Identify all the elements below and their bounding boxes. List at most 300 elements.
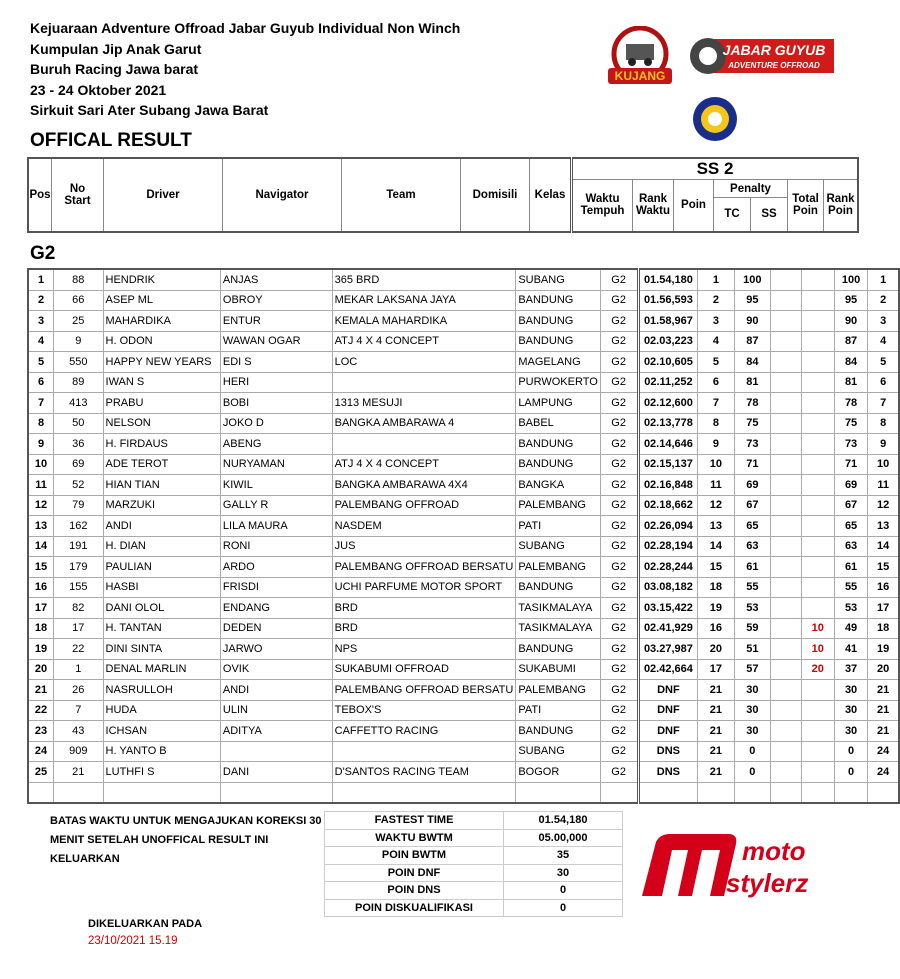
cell-domisili: PALEMBANG [516, 680, 600, 701]
cell-team: LOC [332, 352, 516, 373]
cell-team: NASDEM [332, 516, 516, 537]
cell-start-number: 9 [54, 331, 103, 352]
table-row [28, 413, 899, 434]
cell-domisili: BANDUNG [516, 434, 600, 455]
cell-total-points: 0 [834, 762, 867, 783]
cell-time: 02.11,252 [638, 372, 698, 393]
cell-rank-points: 21 [868, 700, 899, 721]
cell-domisili: BOGOR [516, 762, 600, 783]
cell-navigator: ULIN [220, 700, 332, 721]
summary-table [324, 811, 623, 917]
cell-start-number: 7 [54, 700, 103, 721]
cell-start-number: 79 [54, 495, 103, 516]
cell-team: TEBOX'S [332, 700, 516, 721]
cell-driver: HASBI [103, 577, 220, 598]
summary-label: WAKTU BWTM [325, 829, 504, 847]
cell-points: 69 [734, 475, 771, 496]
table-row [28, 290, 899, 311]
cell-navigator: LILA MAURA [220, 516, 332, 537]
cell-points: 84 [734, 352, 771, 373]
cell-time: DNS [638, 762, 698, 783]
cell-navigator: ANDI [220, 680, 332, 701]
cell-domisili: BANDUNG [516, 331, 600, 352]
summary-value: 0 [504, 882, 623, 900]
summary-value: 35 [504, 847, 623, 865]
cell-domisili: SUBANG [516, 741, 600, 762]
cell-total-points: 63 [834, 536, 867, 557]
cell-penalty-ss [801, 434, 834, 455]
cell-penalty-ss: 10 [801, 639, 834, 660]
cell-rank-points: 21 [868, 721, 899, 742]
cell-team [332, 372, 516, 393]
cell-class: G2 [600, 413, 638, 434]
cell-total-points: 53 [834, 598, 867, 619]
cell-total-points: 0 [834, 741, 867, 762]
cell-rank-points: 24 [868, 741, 899, 762]
cell-navigator: ADITYA [220, 721, 332, 742]
cell-navigator: BOBI [220, 393, 332, 414]
cell-class: G2 [600, 762, 638, 783]
cell-penalty-tc [771, 536, 802, 557]
cell-total-points: 75 [834, 413, 867, 434]
cell-navigator: OBROY [220, 290, 332, 311]
summary-value: 0 [504, 899, 623, 917]
cell-domisili: BANDUNG [516, 639, 600, 660]
cell-driver: ADE TEROT [103, 454, 220, 475]
col-penalty: Penalty [714, 180, 788, 198]
cell-team: BANGKA AMBARAWA 4 [332, 413, 516, 434]
col-poin: Poin [674, 180, 714, 232]
cell-time: 02.10,605 [638, 352, 698, 373]
cell-navigator [220, 741, 332, 762]
cell-rank-time: 14 [698, 536, 734, 557]
cell-points: 0 [734, 762, 771, 783]
cell-time: 02.14,646 [638, 434, 698, 455]
cell-penalty-tc [771, 475, 802, 496]
table-row [28, 269, 899, 290]
cell-class: G2 [600, 618, 638, 639]
cell-time: 02.26,094 [638, 516, 698, 537]
cell-domisili: PURWOKERTO [516, 372, 600, 393]
table-row [28, 516, 899, 537]
cell-rank-time: 15 [698, 557, 734, 578]
table-row [28, 659, 899, 680]
table-row [28, 577, 899, 598]
cell-points: 67 [734, 495, 771, 516]
cell-class: G2 [600, 393, 638, 414]
cell-penalty-tc [771, 352, 802, 373]
svg-text:ADVENTURE OFFROAD: ADVENTURE OFFROAD [728, 61, 820, 70]
cell-time: 02.41,929 [638, 618, 698, 639]
cell-domisili: PALEMBANG [516, 557, 600, 578]
cell-driver: PAULIAN [103, 557, 220, 578]
table-row [28, 618, 899, 639]
group-label: G2 [30, 243, 56, 264]
cell-rank-time: 11 [698, 475, 734, 496]
cell-domisili: PALEMBANG [516, 495, 600, 516]
cell-team: D'SANTOS RACING TEAM [332, 762, 516, 783]
table-row [28, 352, 899, 373]
table-row [28, 311, 899, 332]
cell-start-number: 66 [54, 290, 103, 311]
cell-points: 75 [734, 413, 771, 434]
cell-penalty-tc [771, 557, 802, 578]
col-team: Team [342, 158, 461, 232]
summary-value: 01.54,180 [504, 812, 623, 830]
cell-position: 3 [28, 311, 54, 332]
cell-penalty-tc [771, 741, 802, 762]
cell-driver: NASRULLOH [103, 680, 220, 701]
cell-class: G2 [600, 454, 638, 475]
summary-row [325, 882, 623, 900]
cell-penalty-tc [771, 721, 802, 742]
cell-class: G2 [600, 741, 638, 762]
summary-row [325, 864, 623, 882]
cell-driver: DANI OLOL [103, 598, 220, 619]
cell-time: 02.42,664 [638, 659, 698, 680]
cell-class: G2 [600, 659, 638, 680]
cell-total-points: 81 [834, 372, 867, 393]
col-navigator: Navigator [223, 158, 342, 232]
col-no-start: No Start [52, 158, 104, 232]
page-title: OFFICAL RESULT [30, 130, 192, 151]
cell-navigator: ENTUR [220, 311, 332, 332]
cell-time: 01.56,593 [638, 290, 698, 311]
cell-start-number: 52 [54, 475, 103, 496]
cell-start-number: 21 [54, 762, 103, 783]
cell-penalty-tc [771, 577, 802, 598]
cell-class: G2 [600, 352, 638, 373]
cell-rank-points: 11 [868, 475, 899, 496]
cell-penalty-ss [801, 516, 834, 537]
cell-position: 19 [28, 639, 54, 660]
cell-class: G2 [600, 495, 638, 516]
cell-start-number: 17 [54, 618, 103, 639]
cell-rank-time: 13 [698, 516, 734, 537]
results-table [27, 268, 900, 804]
cell-domisili: TASIKMALAYA [516, 598, 600, 619]
cell-start-number: 50 [54, 413, 103, 434]
cell-start-number: 179 [54, 557, 103, 578]
cell-penalty-tc [771, 311, 802, 332]
cell-total-points: 69 [834, 475, 867, 496]
cell-rank-time: 21 [698, 741, 734, 762]
cell-navigator: NURYAMAN [220, 454, 332, 475]
cell-team: BRD [332, 598, 516, 619]
cell-position: 9 [28, 434, 54, 455]
cell-total-points: 37 [834, 659, 867, 680]
cell-navigator: ANJAS [220, 269, 332, 290]
cell-navigator: RONI [220, 536, 332, 557]
cell-penalty-ss [801, 762, 834, 783]
event-header [30, 18, 460, 121]
cell-position: 10 [28, 454, 54, 475]
col-rank-waktu: Rank Waktu [633, 180, 674, 232]
cell-penalty-tc [771, 495, 802, 516]
cell-position: 23 [28, 721, 54, 742]
cell-time: 03.27,987 [638, 639, 698, 660]
cell-time: 02.28,244 [638, 557, 698, 578]
cell-total-points: 41 [834, 639, 867, 660]
cell-total-points: 67 [834, 495, 867, 516]
cell-total-points: 55 [834, 577, 867, 598]
cell-class: G2 [600, 516, 638, 537]
cell-position: 18 [28, 618, 54, 639]
cell-driver: H. FIRDAUS [103, 434, 220, 455]
cell-domisili: MAGELANG [516, 352, 600, 373]
cell-domisili: SUKABUMI [516, 659, 600, 680]
cell-class: G2 [600, 721, 638, 742]
cell-rank-time: 2 [698, 290, 734, 311]
cell-start-number: 191 [54, 536, 103, 557]
cell-start-number: 88 [54, 269, 103, 290]
cell-domisili: BABEL [516, 413, 600, 434]
cell-position: 24 [28, 741, 54, 762]
cell-penalty-ss [801, 536, 834, 557]
cell-navigator: WAWAN OGAR [220, 331, 332, 352]
cell-class: G2 [600, 536, 638, 557]
table-row [28, 331, 899, 352]
cell-start-number: 909 [54, 741, 103, 762]
issued-date: 23/10/2021 15.19 [88, 935, 178, 947]
cell-rank-points: 21 [868, 680, 899, 701]
cell-penalty-ss [801, 372, 834, 393]
cell-penalty-ss [801, 290, 834, 311]
summary-label: POIN DNS [325, 882, 504, 900]
table-row [28, 536, 899, 557]
cell-start-number: 36 [54, 434, 103, 455]
cell-position: 13 [28, 516, 54, 537]
cell-domisili: BANDUNG [516, 721, 600, 742]
event-venue: Sirkuit Sari Ater Subang Jawa Barat [30, 102, 269, 118]
cell-rank-points: 5 [868, 352, 899, 373]
cell-rank-time: 17 [698, 659, 734, 680]
cell-rank-points: 8 [868, 413, 899, 434]
cell-domisili: BANDUNG [516, 290, 600, 311]
cell-domisili: BANDUNG [516, 454, 600, 475]
cell-team: PALEMBANG OFFROAD BERSATU [332, 557, 516, 578]
event-title: Kejuaraan Adventure Offroad Jabar Guyub Individual Non Winch [30, 20, 461, 36]
cell-driver: LUTHFI S [103, 762, 220, 783]
cell-domisili: SUBANG [516, 269, 600, 290]
cell-penalty-ss [801, 331, 834, 352]
cell-domisili: TASIKMALAYA [516, 618, 600, 639]
cell-rank-points: 12 [868, 495, 899, 516]
cell-time: 01.54,180 [638, 269, 698, 290]
buruh-racing-badge [692, 96, 738, 142]
cell-rank-points: 1 [868, 269, 899, 290]
cell-position: 25 [28, 762, 54, 783]
cell-rank-time: 10 [698, 454, 734, 475]
cell-start-number: 413 [54, 393, 103, 414]
cell-total-points: 30 [834, 700, 867, 721]
table-row [28, 434, 899, 455]
col-pos: Pos [28, 158, 52, 232]
svg-text:moto: moto [742, 836, 806, 866]
cell-penalty-ss: 20 [801, 659, 834, 680]
cell-class: G2 [600, 680, 638, 701]
cell-time: 02.28,194 [638, 536, 698, 557]
summary-row [325, 847, 623, 865]
summary-row [325, 829, 623, 847]
cell-driver: HAPPY NEW YEARS [103, 352, 220, 373]
table-row [28, 598, 899, 619]
col-total-poin: Total Poin [788, 180, 824, 232]
cell-start-number: 22 [54, 639, 103, 660]
cell-driver: HIAN TIAN [103, 475, 220, 496]
svg-text:JABAR GUYUB: JABAR GUYUB [722, 42, 826, 58]
cell-navigator: GALLY R [220, 495, 332, 516]
summary-label: POIN DNF [325, 864, 504, 882]
results-body [28, 269, 899, 803]
cell-start-number: 26 [54, 680, 103, 701]
cell-penalty-tc [771, 516, 802, 537]
cell-penalty-tc [771, 618, 802, 639]
cell-start-number: 550 [54, 352, 103, 373]
cell-driver: ASEP ML [103, 290, 220, 311]
cell-start-number: 43 [54, 721, 103, 742]
cell-points: 63 [734, 536, 771, 557]
cell-rank-time: 19 [698, 598, 734, 619]
table-row [28, 639, 899, 660]
table-row [28, 454, 899, 475]
cell-class: G2 [600, 311, 638, 332]
cell-rank-time: 3 [698, 311, 734, 332]
cell-rank-points: 16 [868, 577, 899, 598]
cell-penalty-tc [771, 331, 802, 352]
cell-penalty-ss [801, 680, 834, 701]
cell-position: 14 [28, 536, 54, 557]
svg-text:KUJANG: KUJANG [614, 69, 666, 83]
table-row [28, 721, 899, 742]
cell-navigator: FRISDI [220, 577, 332, 598]
cell-time: DNF [638, 680, 698, 701]
cell-position: 1 [28, 269, 54, 290]
cell-points: 0 [734, 741, 771, 762]
cell-driver: H. ODON [103, 331, 220, 352]
cell-penalty-tc [771, 372, 802, 393]
cell-domisili: LAMPUNG [516, 393, 600, 414]
cell-team: ATJ 4 X 4 CONCEPT [332, 454, 516, 475]
cell-rank-time: 4 [698, 331, 734, 352]
cell-penalty-ss [801, 311, 834, 332]
table-row [28, 475, 899, 496]
cell-class: G2 [600, 290, 638, 311]
cell-start-number: 155 [54, 577, 103, 598]
kujang-logo [602, 26, 678, 88]
cell-domisili: BANGKA [516, 475, 600, 496]
cell-navigator: ARDO [220, 557, 332, 578]
cell-rank-time: 21 [698, 762, 734, 783]
cell-team: PALEMBANG OFFROAD [332, 495, 516, 516]
organizer-2: Buruh Racing Jawa barat [30, 61, 199, 77]
cell-penalty-ss [801, 721, 834, 742]
cell-team [332, 741, 516, 762]
cell-rank-points: 13 [868, 516, 899, 537]
cell-rank-time: 21 [698, 700, 734, 721]
table-row [28, 393, 899, 414]
table-row [28, 495, 899, 516]
svg-text:stylerz: stylerz [726, 868, 809, 898]
cell-position: 20 [28, 659, 54, 680]
cell-navigator: OVIK [220, 659, 332, 680]
cell-penalty-tc [771, 659, 802, 680]
cell-penalty-ss [801, 700, 834, 721]
cell-position: 21 [28, 680, 54, 701]
cell-time: DNF [638, 721, 698, 742]
cell-rank-time: 18 [698, 577, 734, 598]
cell-position: 12 [28, 495, 54, 516]
cell-class: G2 [600, 577, 638, 598]
cell-team: MEKAR LAKSANA JAYA [332, 290, 516, 311]
cell-navigator: ABENG [220, 434, 332, 455]
cell-rank-points: 3 [868, 311, 899, 332]
cell-penalty-ss [801, 454, 834, 475]
cell-driver: DENAL MARLIN [103, 659, 220, 680]
cell-penalty-ss [801, 495, 834, 516]
cell-points: 53 [734, 598, 771, 619]
cell-penalty-ss [801, 393, 834, 414]
cell-penalty-tc [771, 762, 802, 783]
cell-navigator: EDI S [220, 352, 332, 373]
table-row [28, 680, 899, 701]
cell-rank-time: 9 [698, 434, 734, 455]
cell-time: 02.03,223 [638, 331, 698, 352]
table-row [28, 741, 899, 762]
cell-start-number: 82 [54, 598, 103, 619]
event-date: 23 - 24 Oktober 2021 [30, 81, 167, 98]
cell-class: G2 [600, 557, 638, 578]
cell-points: 73 [734, 434, 771, 455]
cell-total-points: 49 [834, 618, 867, 639]
cell-rank-time: 5 [698, 352, 734, 373]
cell-points: 30 [734, 680, 771, 701]
cell-driver: MARZUKI [103, 495, 220, 516]
table-row [28, 557, 899, 578]
cell-penalty-ss [801, 741, 834, 762]
cell-rank-time: 8 [698, 413, 734, 434]
cell-position: 4 [28, 331, 54, 352]
cell-points: 71 [734, 454, 771, 475]
cell-rank-points: 14 [868, 536, 899, 557]
jabar-guyub-logo [688, 33, 836, 79]
col-waktu-tempuh: Waktu Tempuh [572, 180, 633, 232]
cell-time: 02.15,137 [638, 454, 698, 475]
cell-rank-time: 7 [698, 393, 734, 414]
cell-penalty-tc [771, 290, 802, 311]
cell-start-number: 25 [54, 311, 103, 332]
cell-navigator: JOKO D [220, 413, 332, 434]
organizer-1: Kumpulan Jip Anak Garut [30, 40, 202, 57]
cell-domisili: BANDUNG [516, 577, 600, 598]
cell-points: 57 [734, 659, 771, 680]
cell-time: 03.15,422 [638, 598, 698, 619]
cell-team: BANGKA AMBARAWA 4X4 [332, 475, 516, 496]
cell-total-points: 30 [834, 680, 867, 701]
cell-position: 16 [28, 577, 54, 598]
issued-label: DIKELUARKAN PADA [88, 918, 203, 930]
cell-points: 51 [734, 639, 771, 660]
cell-class: G2 [600, 598, 638, 619]
cell-driver: H. TANTAN [103, 618, 220, 639]
summary-label: FASTEST TIME [325, 812, 504, 830]
cell-points: 65 [734, 516, 771, 537]
cell-driver: IWAN S [103, 372, 220, 393]
cell-total-points: 100 [834, 269, 867, 290]
cell-total-points: 90 [834, 311, 867, 332]
cell-class: G2 [600, 434, 638, 455]
cell-total-points: 65 [834, 516, 867, 537]
